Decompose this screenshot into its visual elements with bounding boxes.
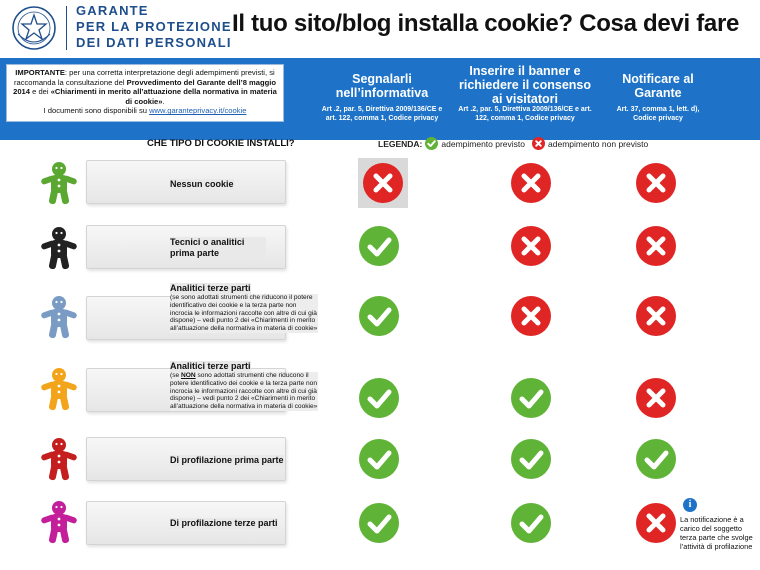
row-description: (se sono adottati strumenti che riducono il potere identificativo dei cookie e la terza parte non incrocia le informazioni raccolte con altre di cui già dispone) – vedi punto 2 dei «Chiarimenti in merito all’attuazione della normativa in materia di cookie» <box>170 294 318 333</box>
description-text: sono adottati strumenti che riducono il potere identificativo dei cookie e la terza parte non incrocia le informazioni raccolte con altre di cui già dispone) – vedi punto 2 dei «Chiarimenti in merito all’attuazione della normativa in materia di cookie» <box>170 372 318 411</box>
important-notice <box>6 64 284 122</box>
notice-bold-3: «Chiarimenti in merito all’attuazione della normativa in materia di cookie» <box>50 87 277 106</box>
org-line-1: GARANTE <box>76 3 149 18</box>
org-line-2: PER LA PROTEZIONE <box>76 19 232 34</box>
description-emphasis: NON <box>181 372 196 379</box>
check-icon <box>425 137 438 150</box>
cross-icon <box>636 503 676 543</box>
gingerbread-man-icon <box>36 225 82 271</box>
check-icon <box>359 378 399 418</box>
gingerbread-man-icon <box>36 499 82 545</box>
notice-text-3: . <box>162 96 165 106</box>
column-reference: Art .2, par. 5, Direttiva 2009/136/CE e art. 122, comma 1, Codice privacy <box>321 106 443 122</box>
row-label: Di profilazione terze parti <box>170 518 278 528</box>
check-icon <box>511 439 551 479</box>
header <box>0 0 760 58</box>
check-icon <box>359 296 399 336</box>
cross-icon <box>511 226 551 266</box>
row-label: Nessun cookie <box>170 179 234 189</box>
cross-icon <box>636 378 676 418</box>
row-description <box>170 372 318 411</box>
column-header-notifica <box>608 64 708 123</box>
column-header-informativa <box>320 64 444 123</box>
legend <box>378 137 648 150</box>
gingerbread-man-icon <box>36 160 82 206</box>
garante-cookie-link[interactable]: www.garanteprivacy.it/cookie <box>149 106 247 116</box>
gingerbread-man-icon <box>36 294 82 340</box>
check-icon <box>511 378 551 418</box>
column-heading: Notificare al Garante <box>622 72 694 100</box>
check-icon <box>636 439 676 479</box>
header-divider <box>66 6 67 50</box>
notice-bold-2: Provvedimento del Garante dell’8 maggio 2014 <box>13 77 277 97</box>
notification-note: La notificazione è a carico del soggetto terza parte che svolge l’attività di profilazione <box>680 515 753 551</box>
column-heading: Segnalarli nell’informativa <box>335 72 429 100</box>
check-icon <box>359 503 399 543</box>
column-header-banner <box>455 64 595 123</box>
check-icon <box>359 226 399 266</box>
cross-icon <box>636 163 676 203</box>
row-label: Analitici terze parti <box>170 283 251 293</box>
gingerbread-man-icon <box>36 366 82 412</box>
legend-label: LEGENDA: <box>378 138 423 149</box>
legend-yes-text: adempimento previsto <box>441 138 526 149</box>
check-icon <box>511 503 551 543</box>
notice-text-1: : per una corretta interpretazione degli adempimenti previsti, si raccomanda la consultazione del <box>13 68 275 87</box>
notice-bold-1: IMPORTANTE <box>15 68 65 77</box>
republic-emblem-icon <box>10 4 58 52</box>
cross-icon <box>511 296 551 336</box>
notice-text-4: I documenti sono disponibili su <box>43 106 150 116</box>
cross-icon <box>363 163 403 203</box>
column-reference: Art .2, par. 5, Direttiva 2009/136/CE e art. 122, comma 1, Codice privacy <box>458 106 592 122</box>
column-reference: Art. 37, comma 1, lett. d), Codice privacy <box>616 106 700 122</box>
cross-icon <box>636 226 676 266</box>
row-label: Di profilazione prima parte <box>170 455 284 465</box>
notice-text-2: e dei <box>30 87 51 97</box>
info-icon[interactable]: i <box>683 498 697 512</box>
cross-icon <box>532 137 545 150</box>
row-label: Tecnici o analitici prima parte <box>170 237 266 259</box>
row-label: Analitici terze parti <box>170 361 251 371</box>
legend-no-text: adempimento non previsto <box>548 138 649 149</box>
check-icon <box>359 439 399 479</box>
org-line-3: DEI DATI PERSONALI <box>76 35 232 50</box>
cross-icon <box>636 296 676 336</box>
organization-name <box>76 3 232 51</box>
gingerbread-man-icon <box>36 436 82 482</box>
question-title: CHE TIPO DI COOKIE INSTALLI? <box>147 138 295 149</box>
description-prefix: (se <box>170 372 181 379</box>
column-heading: Inserire il banner e richiedere il consenso ai visitatori <box>459 64 591 106</box>
cross-icon <box>511 163 551 203</box>
page-title: Il tuo sito/blog installa cookie? Cosa devi fare <box>232 10 740 37</box>
